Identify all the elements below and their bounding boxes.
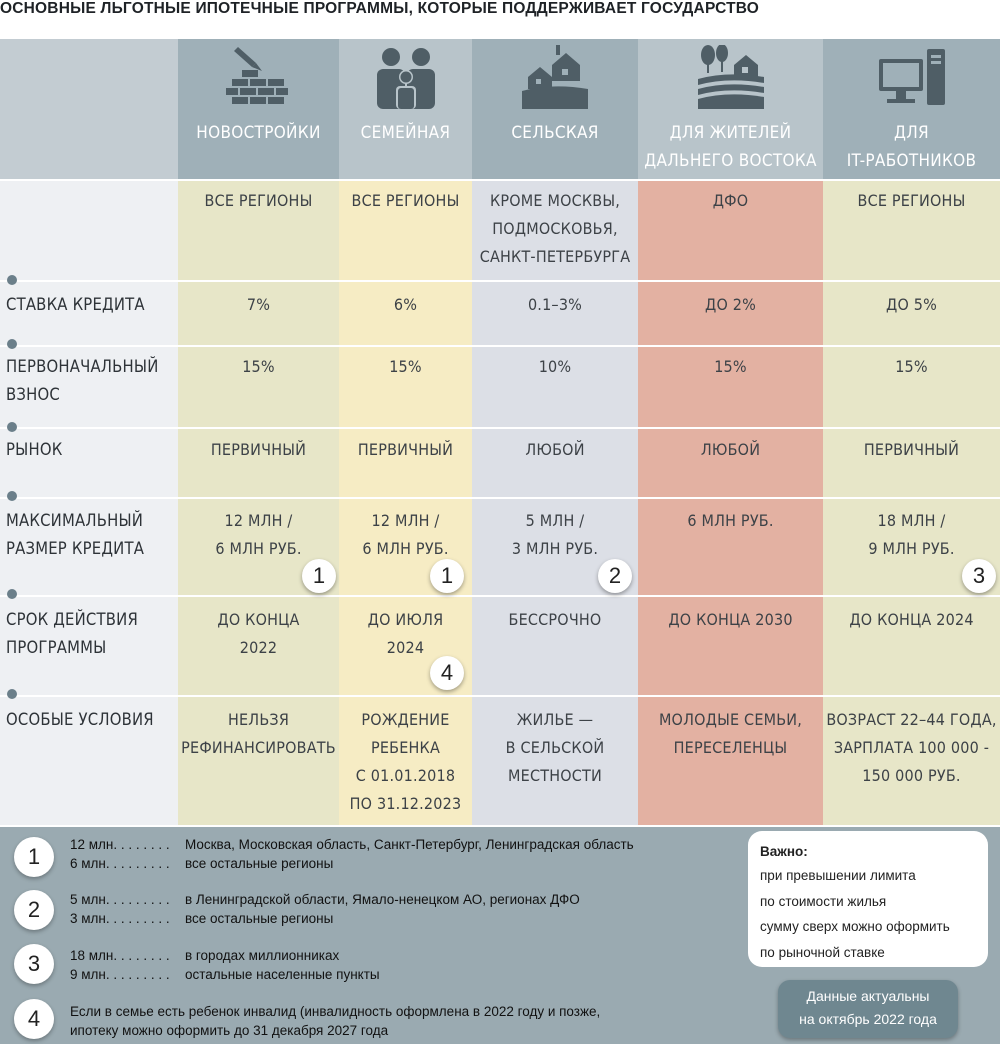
footnote-number: 1: [14, 837, 54, 877]
row-label-rate: СТАВКА КРЕДИТА: [6, 295, 145, 314]
footnote-line: 18 млн. . . . . . . . в городах миллионниках: [70, 948, 340, 963]
footnote-number: 2: [14, 890, 54, 930]
footnote-line: 9 млн. . . . . . . . . остальные населенные пункты: [70, 967, 380, 982]
row-bullet: [7, 422, 17, 432]
note-line: по стоимости жилья: [760, 893, 887, 909]
page-title: ОСНОВНЫЕ ЛЬГОТНЫЕ ИПОТЕЧНЫЕ ПРОГРАММЫ, КОТОРЫЕ ПОДДЕРЖИВАЕТ ГОСУДАРСТВО: [0, 0, 760, 17]
brick-wall-icon: [226, 45, 292, 109]
row-bullet: [7, 689, 17, 699]
down-payment-cell: 15%: [714, 357, 747, 376]
footnote-ref-badge[interactable]: 4: [430, 656, 464, 690]
important-note: [748, 831, 988, 967]
down-payment-cell: 15%: [389, 357, 422, 376]
row-divider: [0, 695, 1000, 697]
special-cell: НЕЛЬЗЯ РЕФИНАНСИРОВАТЬ: [181, 710, 336, 757]
footnote-line: 6 млн. . . . . . . . . все остальные регионы: [70, 856, 334, 871]
row-bullet: [7, 339, 17, 349]
term-cell: БЕССРОЧНО: [508, 610, 602, 629]
row-bullet: [7, 491, 17, 501]
row-bullet: [7, 589, 17, 599]
market-cell: ПЕРВИЧНЫЙ: [210, 440, 307, 459]
footnote-number: 3: [14, 944, 54, 984]
special-cell: ЖИЛЬЕ — В СЕЛЬСКОЙ МЕСТНОСТИ: [505, 710, 605, 785]
family-icon: [373, 45, 439, 109]
market-cell: ЛЮБОЙ: [525, 440, 585, 459]
footnote-ref-badge[interactable]: 1: [430, 559, 464, 593]
market-cell: ПЕРВИЧНЫЙ: [863, 440, 960, 459]
region-cell: КРОМЕ МОСКВЫ, ПОДМОСКОВЬЯ, САНКТ-ПЕТЕРБУРГА: [479, 191, 631, 266]
term-cell: ДО КОНЦА 2024: [849, 610, 974, 629]
row-divider: [0, 595, 1000, 597]
max-loan-cell: 5 МЛН / 3 МЛН РУБ.: [511, 511, 599, 558]
program-label: СЕЛЬСКАЯ: [511, 123, 599, 143]
row-label-term: СРОК ДЕЙСТВИЯ ПРОГРАММЫ: [6, 610, 138, 657]
market-cell: ЛЮБОЙ: [700, 440, 761, 459]
program-label: ДЛЯ IT-РАБОТНИКОВ: [846, 123, 977, 171]
data-actuality-badge: Данные актуальны на октябрь 2022 года: [778, 980, 958, 1038]
footnote-line: 3 млн. . . . . . . . . все остальные регионы: [70, 911, 334, 926]
region-cell: ДФО: [712, 191, 749, 210]
down-payment-cell: 15%: [242, 357, 275, 376]
term-cell: ДО КОНЦА 2030: [668, 610, 793, 629]
rate-cell: 6%: [393, 295, 418, 314]
rate-cell: 0.1–3%: [527, 295, 583, 314]
footnote-line: ипотеку можно оформить до 31 декабря 2027 года: [70, 1023, 389, 1038]
special-cell: РОЖДЕНИЕ РЕБЕНКА С 01.01.2018 ПО 31.12.2023: [349, 710, 462, 813]
footnote-line: Если в семье есть ребенок инвалид (инвалидность оформлена в 2022 году и позже,: [70, 1004, 601, 1019]
footnote-ref-badge[interactable]: 1: [302, 559, 336, 593]
region-cell: ВСЕ РЕГИОНЫ: [857, 191, 966, 210]
row-label-market: РЫНОК: [6, 440, 63, 459]
village-icon: [522, 45, 588, 109]
row-divider: [0, 345, 1000, 347]
note-line: по рыночной ставке: [760, 944, 885, 960]
footnote-ref-badge[interactable]: 2: [598, 559, 632, 593]
rate-cell: ДО 5%: [886, 295, 937, 314]
special-cell: ВОЗРАСТ 22–44 ГОДА, ЗАРПЛАТА 100 000 - 150 000 РУБ.: [826, 710, 997, 785]
program-label: НОВОСТРОЙКИ: [196, 123, 321, 143]
max-loan-cell: 12 МЛН / 6 МЛН РУБ.: [215, 511, 302, 558]
footnote-number: 4: [14, 999, 54, 1039]
row-label-special: ОСОБЫЕ УСЛОВИЯ: [6, 710, 154, 729]
down-payment-cell: 15%: [895, 357, 928, 376]
max-loan-cell: 6 МЛН РУБ.: [687, 511, 774, 530]
term-cell: ДО ИЮЛЯ 2024: [367, 610, 444, 657]
programs-table: [0, 39, 1000, 825]
far-east-house-icon: [698, 45, 764, 109]
region-cell: ВСЕ РЕГИОНЫ: [351, 191, 460, 210]
footnote-line: 12 млн. . . . . . . . Москва, Московская область, Санкт-Петербург, Ленинградская область: [70, 837, 634, 852]
row-divider: [0, 280, 1000, 282]
row-label-max-loan: МАКСИМАЛЬНЫЙ РАЗМЕР КРЕДИТА: [6, 511, 145, 558]
computer-icon: [879, 45, 945, 109]
program-label: ДЛЯ ЖИТЕЛЕЙ ДАЛЬНЕГО ВОСТОКА: [644, 123, 817, 171]
note-title: Важно:: [760, 844, 808, 859]
row-bullet: [7, 275, 17, 285]
region-cell: ВСЕ РЕГИОНЫ: [204, 191, 313, 210]
row-label-down-payment: ПЕРВОНАЧАЛЬНЫЙ ВЗНОС: [6, 357, 159, 404]
max-loan-cell: 18 МЛН / 9 МЛН РУБ.: [868, 511, 955, 558]
market-cell: ПЕРВИЧНЫЙ: [357, 440, 454, 459]
rate-cell: 7%: [246, 295, 271, 314]
program-label: СЕМЕЙНАЯ: [360, 123, 451, 143]
max-loan-cell: 12 МЛН / 6 МЛН РУБ.: [362, 511, 449, 558]
note-line: сумму сверх можно оформить: [760, 919, 950, 934]
term-cell: ДО КОНЦА 2022: [217, 610, 300, 657]
special-cell: МОЛОДЫЕ СЕМЬИ, ПЕРЕСЕЛЕНЦЫ: [658, 710, 803, 757]
row-divider: [0, 427, 1000, 429]
down-payment-cell: 10%: [538, 357, 572, 376]
footnote-ref-badge[interactable]: 3: [962, 559, 996, 593]
footnote-line: 5 млн. . . . . . . . . в Ленинградской области, Ямало-ненецком АО, регионах ДФО: [70, 892, 580, 907]
row-divider: [0, 497, 1000, 499]
rate-cell: ДО 2%: [705, 295, 756, 314]
note-line: при превышении лимита: [760, 868, 916, 883]
row-divider: [0, 179, 1000, 181]
